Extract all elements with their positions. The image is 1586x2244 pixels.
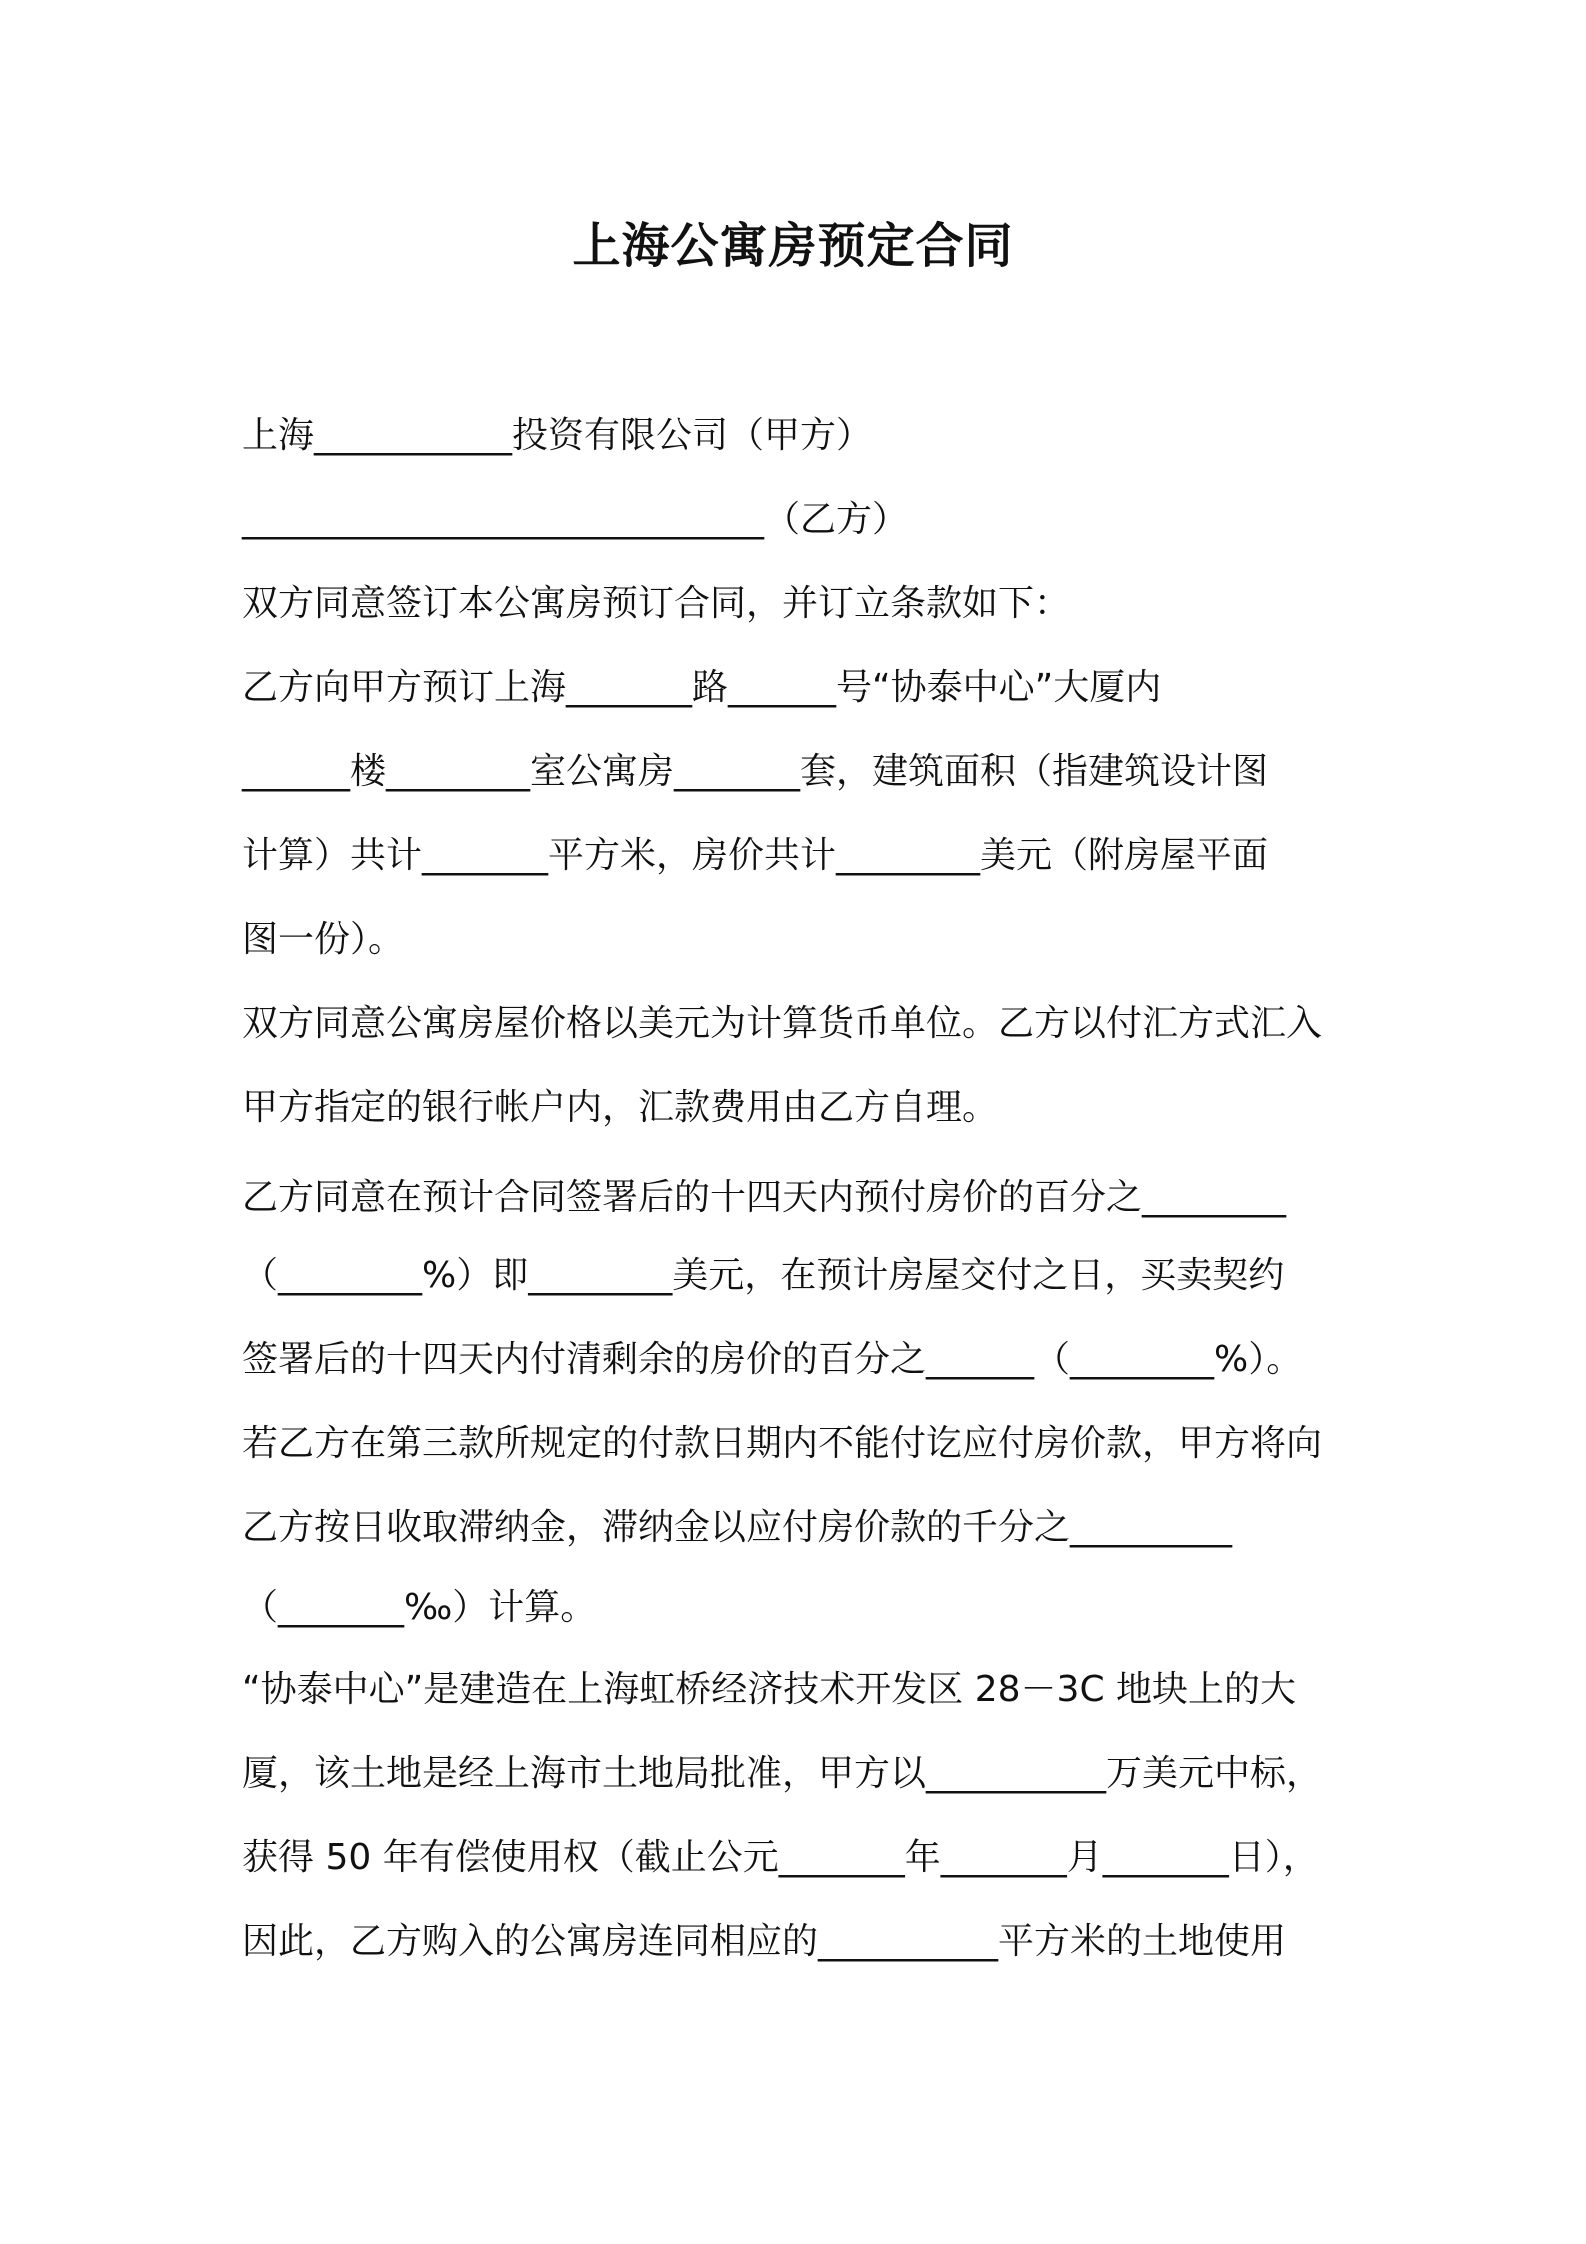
clause-1-line-3: 计算）共计_______平方米，房价共计________美元（附房屋平面 — [242, 835, 1269, 876]
clause-2-line-2: 甲方指定的银行帐户内，汇款费用由乙方自理。 — [242, 1087, 999, 1128]
party-a-line: 上海___________投资有限公司（甲方） — [242, 415, 873, 456]
clause-5-line-4: 因此，乙方购入的公寓房连同相应的__________平方米的土地使用 — [242, 1921, 1287, 1962]
party-b-line: _____________________________（乙方） — [242, 499, 909, 540]
clause-5-line-1: “协泰中心”是建造在上海虹桥经济技术开发区 28－3C 地块上的大 — [242, 1669, 1297, 1710]
clause-4-line-1: 若乙方在第三款所规定的付款日期内不能付讫应付房价款，甲方将向 — [242, 1423, 1323, 1464]
clause-5-line-2: 厦，该土地是经上海市土地局批准，甲方以__________万美元中标， — [242, 1753, 1323, 1794]
document-title: 上海公寓房预定合同 — [572, 218, 1014, 274]
clause-1-line-2: ______楼________室公寓房_______套，建筑面积（指建筑设计图 — [242, 751, 1269, 792]
clause-4-line-3: （_______‰）计算。 — [242, 1587, 597, 1628]
clause-2-line-1: 双方同意公寓房屋价格以美元为计算货币单位。乙方以付汇方式汇入 — [242, 1003, 1323, 1044]
clause-1-line-1: 乙方向甲方预订上海_______路______号“协泰中心”大厦内 — [242, 667, 1162, 708]
clause-3-line-1: 乙方同意在预计合同签署后的十四天内预付房价的百分之________ — [242, 1177, 1287, 1218]
intro-line: 双方同意签订本公寓房预订合同，并订立条款如下： — [242, 583, 1071, 624]
clause-3-line-3: 签署后的十四天内付清剩余的房价的百分之______（________%）。 — [242, 1339, 1303, 1380]
clause-5-line-3: 获得 50 年有偿使用权（截止公元_______年_______月_______日）， — [242, 1837, 1319, 1878]
clause-4-line-2: 乙方按日收取滞纳金，滞纳金以应付房价款的千分之_________ — [242, 1507, 1233, 1548]
clause-1-line-4: 图一份）。 — [242, 919, 405, 960]
clause-3-line-2: （________%）即________美元，在预计房屋交付之日，买卖契约 — [242, 1255, 1285, 1296]
